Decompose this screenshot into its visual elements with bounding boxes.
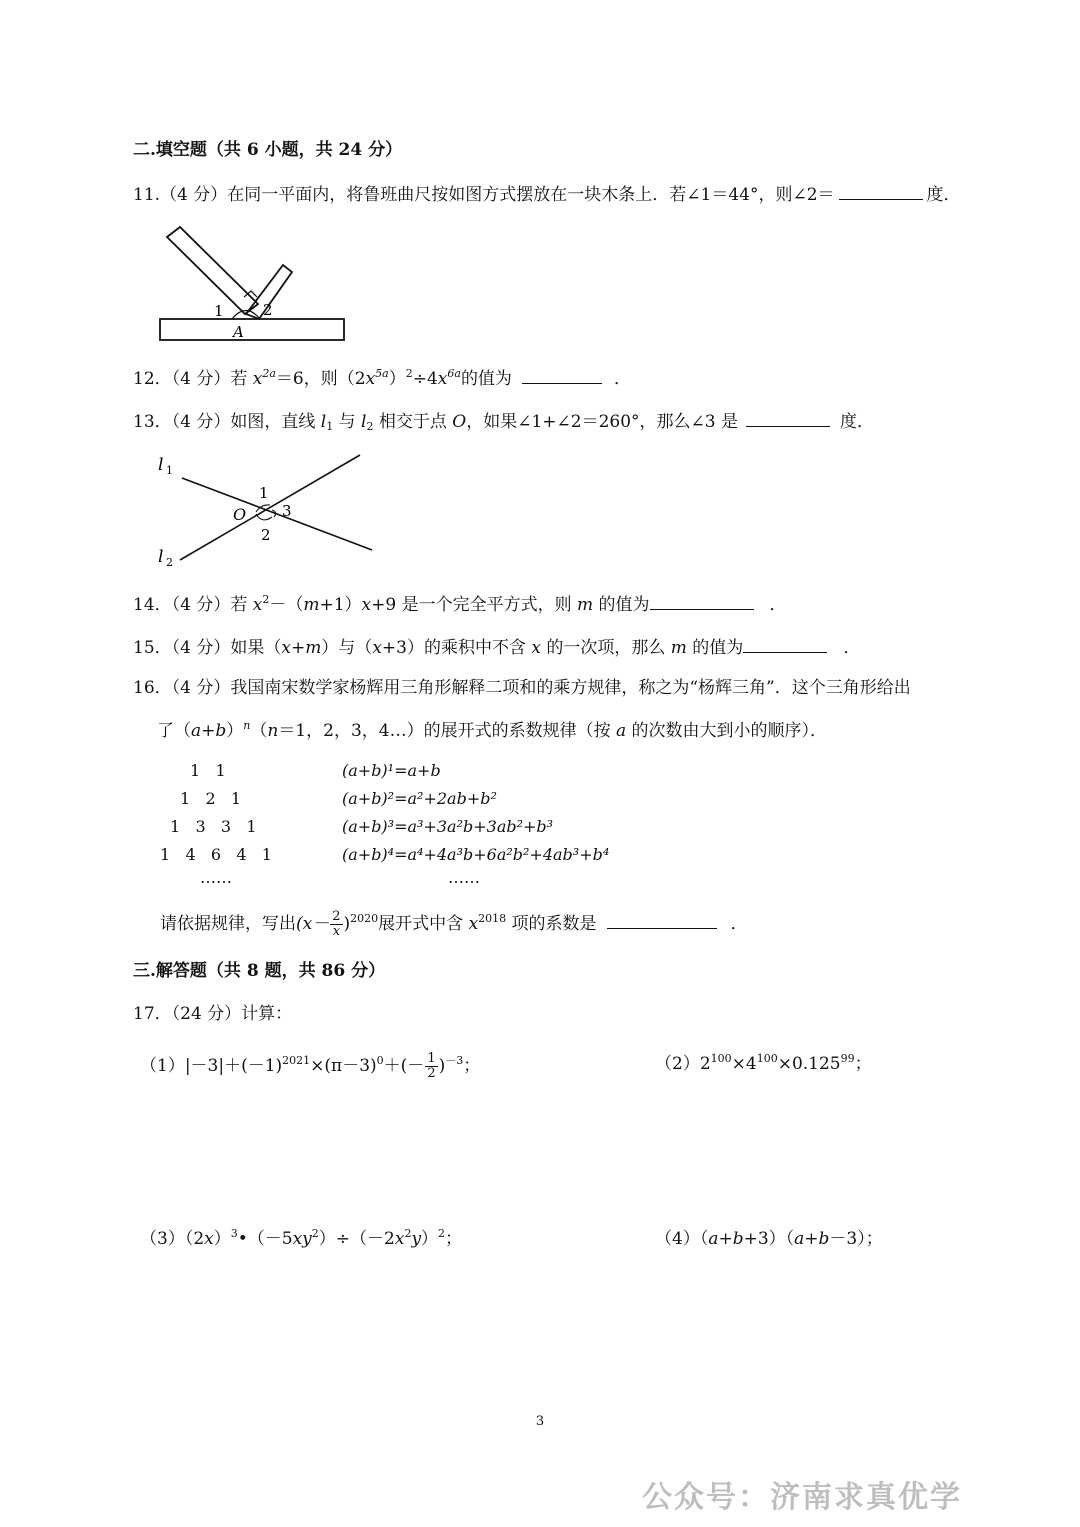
triangle-row-2: 1 2 1: [180, 789, 242, 808]
q15-var-m: m: [670, 638, 687, 658]
q17-p3-e1: 3: [230, 1227, 238, 1240]
q13-text-4: ，如果∠1+∠2＝260°，那么∠3 是: [466, 412, 738, 432]
q16-ask-paren: (x－: [296, 914, 330, 934]
q17-p1-e3: －3: [445, 1054, 464, 1067]
q17-p3-e4: 2: [438, 1227, 446, 1240]
q12-text-4: ÷4: [412, 369, 438, 389]
q17-p4-v2: a+b: [794, 1229, 830, 1249]
q15-text-1: 15．（4 分）如果（: [133, 638, 282, 658]
q16-suffix: ．: [730, 914, 748, 934]
q13-text-2: 与: [333, 412, 362, 432]
fig13-label-O: O: [233, 505, 247, 524]
q16-ask-text-1: 请依据规律，写出: [160, 914, 296, 934]
q12-exp-3: 2: [405, 367, 413, 380]
q16-l2-a: a: [615, 721, 627, 741]
q17-p2-c: ×0.125: [777, 1054, 841, 1074]
q12-text-3: ）: [388, 369, 406, 389]
q15-text-5: 的值为: [686, 638, 744, 658]
q17-p2-e2: 100: [756, 1052, 778, 1065]
q13-l1: l: [320, 412, 327, 432]
question-17-stem: 17．（24 分）计算：: [133, 1004, 293, 1024]
q17-p1-fraction: [425, 1052, 437, 1081]
q16-ask-x: x: [468, 914, 479, 934]
answer-blank-15[interactable]: [743, 634, 827, 653]
section-heading-fill-in: 二.填空题（共 6 小题，共 24 分）: [133, 140, 403, 160]
q17-p3-y: y: [411, 1229, 422, 1249]
fig11-label-1: 1: [214, 302, 224, 320]
q17-p4-b: +3）（: [743, 1229, 795, 1249]
q15-var-x: x: [372, 638, 382, 658]
q14-text-1: 14．（4 分）若: [133, 595, 253, 615]
q16-ask-exp-1: 2020: [350, 912, 379, 925]
q17-p2-a: （2）2: [655, 1054, 711, 1074]
question-16-line-1: 16．（4 分）我国南宋数学家杨辉用三角形解释二项和的乘方规律，称之为“杨辉三角”．这个三角形给出: [133, 678, 911, 698]
q16-l2-ab: a+b: [191, 721, 227, 741]
expansion-row-3: (a+b)³=a³+3a²b+3ab²+b³: [342, 817, 554, 836]
q15-var-xm: x+m: [281, 638, 322, 658]
q17-p3-e3: 2: [404, 1227, 412, 1240]
fig13-label-1: 1: [259, 484, 269, 502]
q16-l2-text-1: 了（: [157, 721, 191, 741]
question-16-ask: [160, 910, 748, 939]
q17-p1-e2: 0: [376, 1054, 384, 1067]
q17-p1-c: ＋(－: [383, 1056, 425, 1076]
q17-p1-frac-num: 1: [427, 1051, 436, 1066]
expansion-row-ellipsis: ……: [448, 868, 480, 887]
q16-l2-text-3: （: [250, 721, 268, 741]
fig11-label-2: 2: [263, 301, 273, 319]
q17-p3-b: ）: [213, 1229, 231, 1249]
q14-text-4: +9 是一个完全平方式，则: [371, 595, 578, 615]
expansion-row-2: (a+b)²=a²+2ab+b²: [342, 789, 497, 808]
fig13-label-l1-sub: 1: [166, 464, 173, 477]
q17-p2-e3: 99: [840, 1052, 855, 1065]
q17-p3-x2: x: [394, 1229, 405, 1249]
q14-text-5: 的值为: [593, 595, 650, 615]
q14-text-2: －（: [269, 595, 304, 615]
question-14: [133, 591, 787, 617]
q13-l2-sub: 2: [366, 420, 374, 433]
question-15: [133, 634, 860, 660]
q13-l1-sub: 1: [326, 420, 334, 433]
triangle-row-1: 1 1: [190, 761, 226, 780]
section-heading-solve: 三.解答题（共 8 题，共 86 分）: [133, 961, 386, 981]
question-12: [133, 365, 631, 391]
q12-exp-1: 2a: [262, 367, 276, 380]
line-l1: [182, 478, 372, 550]
q17-p1-b: ×(π－3): [310, 1056, 377, 1076]
fig13-label-3: 3: [282, 502, 292, 520]
answer-blank-11[interactable]: [839, 181, 923, 200]
answer-blank-14[interactable]: [650, 591, 754, 610]
q14-var-x: x: [252, 595, 263, 615]
q17-p3-xy: xy: [292, 1229, 312, 1249]
q14-var-m: m: [303, 595, 320, 615]
q15-suffix: ．: [843, 638, 861, 658]
q15-text-2: ）与（: [321, 638, 373, 658]
expansion-row-4: (a+b)⁴=a⁴+4a³b+6a²b²+4ab³+b⁴: [342, 845, 610, 864]
question-13: [133, 408, 874, 434]
q15-text-4: 的一次项，那么: [540, 638, 671, 658]
q17-p3-f: ）: [421, 1229, 439, 1249]
q17-p3-end: ；: [445, 1229, 463, 1249]
question-11: [133, 181, 961, 207]
q17-p2-b: ×4: [731, 1054, 757, 1074]
q17-p3-c: •（－5: [237, 1229, 293, 1249]
line-l2: [180, 455, 360, 560]
q17-p2-e1: 100: [710, 1052, 732, 1065]
q12-text-1: 12．（4 分）若: [133, 369, 253, 389]
fig13-label-l2-sub: 2: [166, 556, 173, 569]
q12-text-2: ＝6，则（2: [275, 369, 366, 389]
q16-ask-exp-2: 2018: [478, 912, 507, 925]
question-17-part-2: [655, 1052, 872, 1076]
q12-suffix: ．: [613, 369, 631, 389]
fig13-label-l2: l: [158, 547, 164, 567]
q17-p1-frac-den: 2: [427, 1066, 436, 1081]
q16-l2-n: n: [267, 721, 279, 741]
q12-text-5: 的值为: [460, 369, 512, 389]
q12-var-x3: x: [437, 369, 448, 389]
answer-blank-16[interactable]: [607, 910, 717, 929]
q12-var-x2: x: [365, 369, 376, 389]
q17-p2-end: ；: [854, 1054, 872, 1074]
q16-ask-text-2: 展开式中含: [378, 914, 469, 934]
figure-13-intersecting-lines: [150, 448, 380, 573]
q16-fraction: [330, 910, 342, 939]
question-17-part-4: [655, 1227, 883, 1251]
question-11-text: 11.（4 分）在同一平面内，将鲁班曲尺按如图方式摆放在一块木条上．若∠1＝44°，则∠2＝: [133, 185, 835, 205]
fig11-label-A: A: [233, 323, 244, 341]
answer-blank-12[interactable]: [522, 365, 602, 384]
q17-p4-v1: a+b: [708, 1229, 744, 1249]
q17-p3-d: ）÷（－2: [318, 1229, 395, 1249]
q14-var-m2: m: [577, 595, 594, 615]
q14-exp: 2: [262, 593, 270, 606]
q16-frac-num: 2: [332, 909, 341, 924]
q12-exp-4: 6a: [447, 367, 461, 380]
q16-ask-text-3: 项的系数是: [506, 914, 597, 934]
q16-l2-exp-n: n: [243, 719, 251, 732]
q15-text-3: +3）的乘积中不含: [381, 638, 532, 658]
q17-p4-c: －3）；: [829, 1229, 883, 1249]
triangle-row-4: 1 4 6 4 1: [160, 845, 272, 864]
watermark: 公众号：济南求真优学: [642, 1480, 962, 1515]
q16-ask-close: ): [343, 914, 351, 934]
question-16-line-2: [157, 719, 827, 743]
q16-l2-text-2: ）: [226, 721, 244, 741]
q16-l2-text-5: 的次数由大到小的顺序）．: [626, 721, 828, 741]
q13-text-1: 13．（4 分）如图，直线: [133, 412, 321, 432]
q12-var-x: x: [252, 369, 263, 389]
q13-text-3: 相交于点: [373, 412, 453, 432]
fig13-label-2: 2: [261, 526, 271, 544]
answer-blank-13[interactable]: [746, 408, 830, 427]
q15-var-x2: x: [531, 638, 541, 658]
q17-p1-end: ；: [463, 1056, 481, 1076]
figure-11-carpenter-square: [150, 222, 360, 347]
q12-exp-2: 5a: [375, 367, 389, 380]
q14-suffix: ．: [769, 595, 787, 615]
q17-p3-a: （3）（2: [140, 1229, 205, 1249]
expansion-row-1: (a+b)¹=a+b: [342, 761, 441, 780]
q16-frac-den: x: [332, 924, 341, 939]
q14-var-x2: x: [361, 595, 372, 615]
q16-l2-text-4: ＝1，2，3，4…）的展开式的系数规律（按: [278, 721, 616, 741]
q17-p1-e1: 2021: [282, 1054, 311, 1067]
triangle-row-3: 1 3 3 1: [170, 817, 257, 836]
page-number: 3: [535, 1414, 545, 1429]
q17-p3-x: x: [204, 1229, 214, 1249]
q13-point-O: O: [452, 412, 467, 432]
ruler-long-arm: [167, 227, 258, 314]
triangle-row-ellipsis: ……: [200, 868, 232, 887]
q17-p4-a: （4）（: [655, 1229, 709, 1249]
q14-text-3: +1）: [319, 595, 362, 615]
q13-l2: l: [361, 412, 367, 432]
question-17-part-1: [140, 1052, 480, 1081]
q13-suffix: 度．: [839, 412, 874, 432]
wooden-board: [160, 319, 344, 340]
q17-p3-e2: 2: [311, 1227, 319, 1240]
q17-p1-a: （1）|－3|＋(－1): [140, 1056, 283, 1076]
question-17-part-3: [140, 1227, 462, 1251]
q17-p1-d: ): [438, 1056, 446, 1076]
fig13-label-l1: l: [158, 455, 164, 475]
question-11-suffix: 度．: [926, 185, 961, 205]
